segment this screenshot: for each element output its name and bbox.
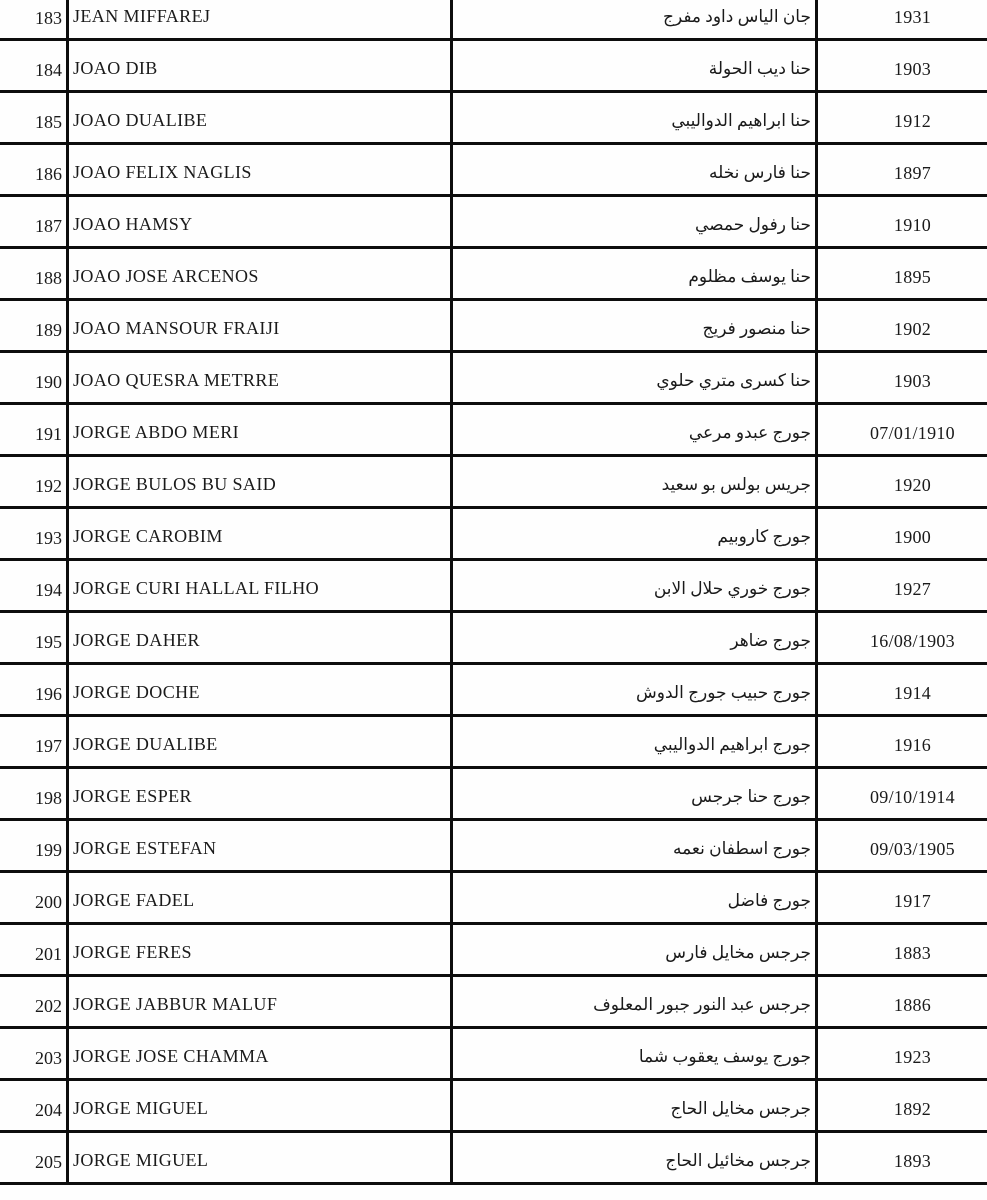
birth-date-cell: 1900 bbox=[893, 527, 932, 547]
row-number-cell: 197 bbox=[0, 717, 69, 766]
row-number-cell: 187 bbox=[0, 197, 69, 246]
row-number-cell: 203 bbox=[0, 1029, 69, 1078]
name-arabic-cell: جورج كاروبيم bbox=[453, 509, 818, 558]
row-number-cell: 200 bbox=[0, 873, 69, 922]
birth-date-cell: 1916 bbox=[893, 735, 932, 755]
row-number-cell: 202 bbox=[0, 977, 69, 1026]
row-number-cell: 185 bbox=[0, 93, 69, 142]
name-latin-cell: JORGE DAHER bbox=[69, 613, 453, 662]
row-number-cell: 204 bbox=[0, 1081, 69, 1130]
name-arabic-cell: حنا منصور فريج bbox=[453, 301, 818, 350]
birth-date-cell: 1903 bbox=[893, 59, 932, 79]
birth-date-cell: 1893 bbox=[893, 1151, 932, 1171]
birth-date-cell: 1895 bbox=[893, 267, 932, 287]
table-row bbox=[0, 665, 987, 717]
table-row bbox=[0, 1081, 987, 1133]
table-row bbox=[0, 717, 987, 769]
table-row bbox=[0, 93, 987, 145]
name-arabic-cell: جرجس مخايل الحاج bbox=[453, 1081, 818, 1130]
name-arabic-cell: جورج يوسف يعقوب شما bbox=[453, 1029, 818, 1078]
row-number-cell: 183 bbox=[0, 0, 69, 38]
name-arabic-cell: حنا فارس نخله bbox=[453, 145, 818, 194]
table-row bbox=[0, 353, 987, 405]
table-row bbox=[0, 509, 987, 561]
name-latin-cell: JORGE ESPER bbox=[69, 769, 453, 818]
birth-date-cell: 1912 bbox=[893, 111, 932, 131]
name-arabic-cell: جان الياس داود مفرج bbox=[453, 0, 818, 38]
name-latin-cell: JORGE BULOS BU SAID bbox=[69, 457, 453, 506]
name-latin-cell: JEAN MIFFAREJ bbox=[69, 0, 453, 38]
table-row bbox=[0, 145, 987, 197]
name-latin-cell: JORGE CURI HALLAL FILHO bbox=[69, 561, 453, 610]
birth-date-cell: 09/10/1914 bbox=[869, 787, 955, 807]
row-number-cell: 192 bbox=[0, 457, 69, 506]
table-row bbox=[0, 769, 987, 821]
birth-date-cell: 07/01/1910 bbox=[869, 423, 955, 443]
name-latin-cell: JORGE JOSE CHAMMA bbox=[69, 1029, 453, 1078]
birth-date-cell: 1883 bbox=[893, 943, 932, 963]
birth-date-cell: 1897 bbox=[893, 163, 932, 183]
row-number-cell: 205 bbox=[0, 1133, 69, 1182]
birth-date-cell: 1910 bbox=[893, 215, 932, 235]
table-row bbox=[0, 405, 987, 457]
name-latin-cell: JOAO QUESRA METRRE bbox=[69, 353, 453, 402]
row-number-cell: 186 bbox=[0, 145, 69, 194]
table-row bbox=[0, 0, 987, 41]
table-row bbox=[0, 613, 987, 665]
name-latin-cell: JOAO MANSOUR FRAIJI bbox=[69, 301, 453, 350]
name-arabic-cell: حنا رفول حمصي bbox=[453, 197, 818, 246]
name-arabic-cell: حنا ديب الحولة bbox=[453, 41, 818, 90]
row-number-cell: 199 bbox=[0, 821, 69, 870]
name-arabic-cell: جورج عبدو مرعي bbox=[453, 405, 818, 454]
name-arabic-cell: جورج خوري حلال الابن bbox=[453, 561, 818, 610]
name-arabic-cell: حنا كسرى متري حلوي bbox=[453, 353, 818, 402]
table-row bbox=[0, 457, 987, 509]
birth-date-cell: 1927 bbox=[893, 579, 932, 599]
birth-date-cell: 1903 bbox=[893, 371, 932, 391]
birth-date-cell: 1917 bbox=[893, 891, 932, 911]
name-arabic-cell: جورج ضاهر bbox=[453, 613, 818, 662]
birth-date-cell: 1886 bbox=[893, 995, 932, 1015]
name-latin-cell: JORGE DUALIBE bbox=[69, 717, 453, 766]
table-row bbox=[0, 977, 987, 1029]
table-row bbox=[0, 249, 987, 301]
row-number-cell: 201 bbox=[0, 925, 69, 974]
row-number-cell: 194 bbox=[0, 561, 69, 610]
table-row bbox=[0, 873, 987, 925]
birth-date-cell: 09/03/1905 bbox=[869, 839, 955, 859]
name-latin-cell: JOAO JOSE ARCENOS bbox=[69, 249, 453, 298]
name-latin-cell: JORGE MIGUEL bbox=[69, 1081, 453, 1130]
row-number-cell: 198 bbox=[0, 769, 69, 818]
name-arabic-cell: جريس بولس بو سعيد bbox=[453, 457, 818, 506]
table-row bbox=[0, 1133, 987, 1185]
name-latin-cell: JORGE DOCHE bbox=[69, 665, 453, 714]
table-row bbox=[0, 1029, 987, 1081]
row-number-cell: 196 bbox=[0, 665, 69, 714]
table-row bbox=[0, 41, 987, 93]
table-row bbox=[0, 925, 987, 977]
name-arabic-cell: جرجس عبد النور جبور المعلوف bbox=[453, 977, 818, 1026]
table-row bbox=[0, 301, 987, 353]
table-row bbox=[0, 561, 987, 613]
table-row bbox=[0, 197, 987, 249]
birth-date-cell: 1892 bbox=[893, 1099, 932, 1119]
row-number-cell: 184 bbox=[0, 41, 69, 90]
birth-date-cell: 1920 bbox=[893, 475, 932, 495]
birth-date-cell: 1914 bbox=[893, 683, 932, 703]
row-number-cell: 190 bbox=[0, 353, 69, 402]
birth-date-cell: 1902 bbox=[893, 319, 932, 339]
name-latin-cell: JORGE MIGUEL bbox=[69, 1133, 453, 1182]
name-arabic-cell: جورج حنا جرجس bbox=[453, 769, 818, 818]
birth-date-cell: 16/08/1903 bbox=[869, 631, 955, 651]
name-latin-cell: JOAO DUALIBE bbox=[69, 93, 453, 142]
name-latin-cell: JORGE JABBUR MALUF bbox=[69, 977, 453, 1026]
table-row bbox=[0, 821, 987, 873]
row-number-cell: 189 bbox=[0, 301, 69, 350]
name-latin-cell: JORGE FERES bbox=[69, 925, 453, 974]
row-number-cell: 195 bbox=[0, 613, 69, 662]
name-latin-cell: JOAO FELIX NAGLIS bbox=[69, 145, 453, 194]
birth-date-cell: 1931 bbox=[893, 7, 932, 27]
name-latin-cell: JORGE ESTEFAN bbox=[69, 821, 453, 870]
name-arabic-cell: جورج حبيب جورج الدوش bbox=[453, 665, 818, 714]
row-number-cell: 188 bbox=[0, 249, 69, 298]
name-arabic-cell: جرجس مخائيل الحاج bbox=[453, 1133, 818, 1182]
birth-date-cell: 1923 bbox=[893, 1047, 932, 1067]
name-latin-cell: JORGE ABDO MERI bbox=[69, 405, 453, 454]
name-arabic-cell: حنا يوسف مظلوم bbox=[453, 249, 818, 298]
name-latin-cell: JOAO HAMSY bbox=[69, 197, 453, 246]
name-arabic-cell: جرجس مخايل فارس bbox=[453, 925, 818, 974]
row-number-cell: 193 bbox=[0, 509, 69, 558]
row-number-cell: 191 bbox=[0, 405, 69, 454]
name-latin-cell: JOAO DIB bbox=[69, 41, 453, 90]
name-arabic-cell: جورج ابراهيم الدواليبي bbox=[453, 717, 818, 766]
name-latin-cell: JORGE FADEL bbox=[69, 873, 453, 922]
name-latin-cell: JORGE CAROBIM bbox=[69, 509, 453, 558]
name-arabic-cell: حنا ابراهيم الدواليبي bbox=[453, 93, 818, 142]
name-arabic-cell: جورج فاضل bbox=[453, 873, 818, 922]
name-arabic-cell: جورج اسطفان نعمه bbox=[453, 821, 818, 870]
